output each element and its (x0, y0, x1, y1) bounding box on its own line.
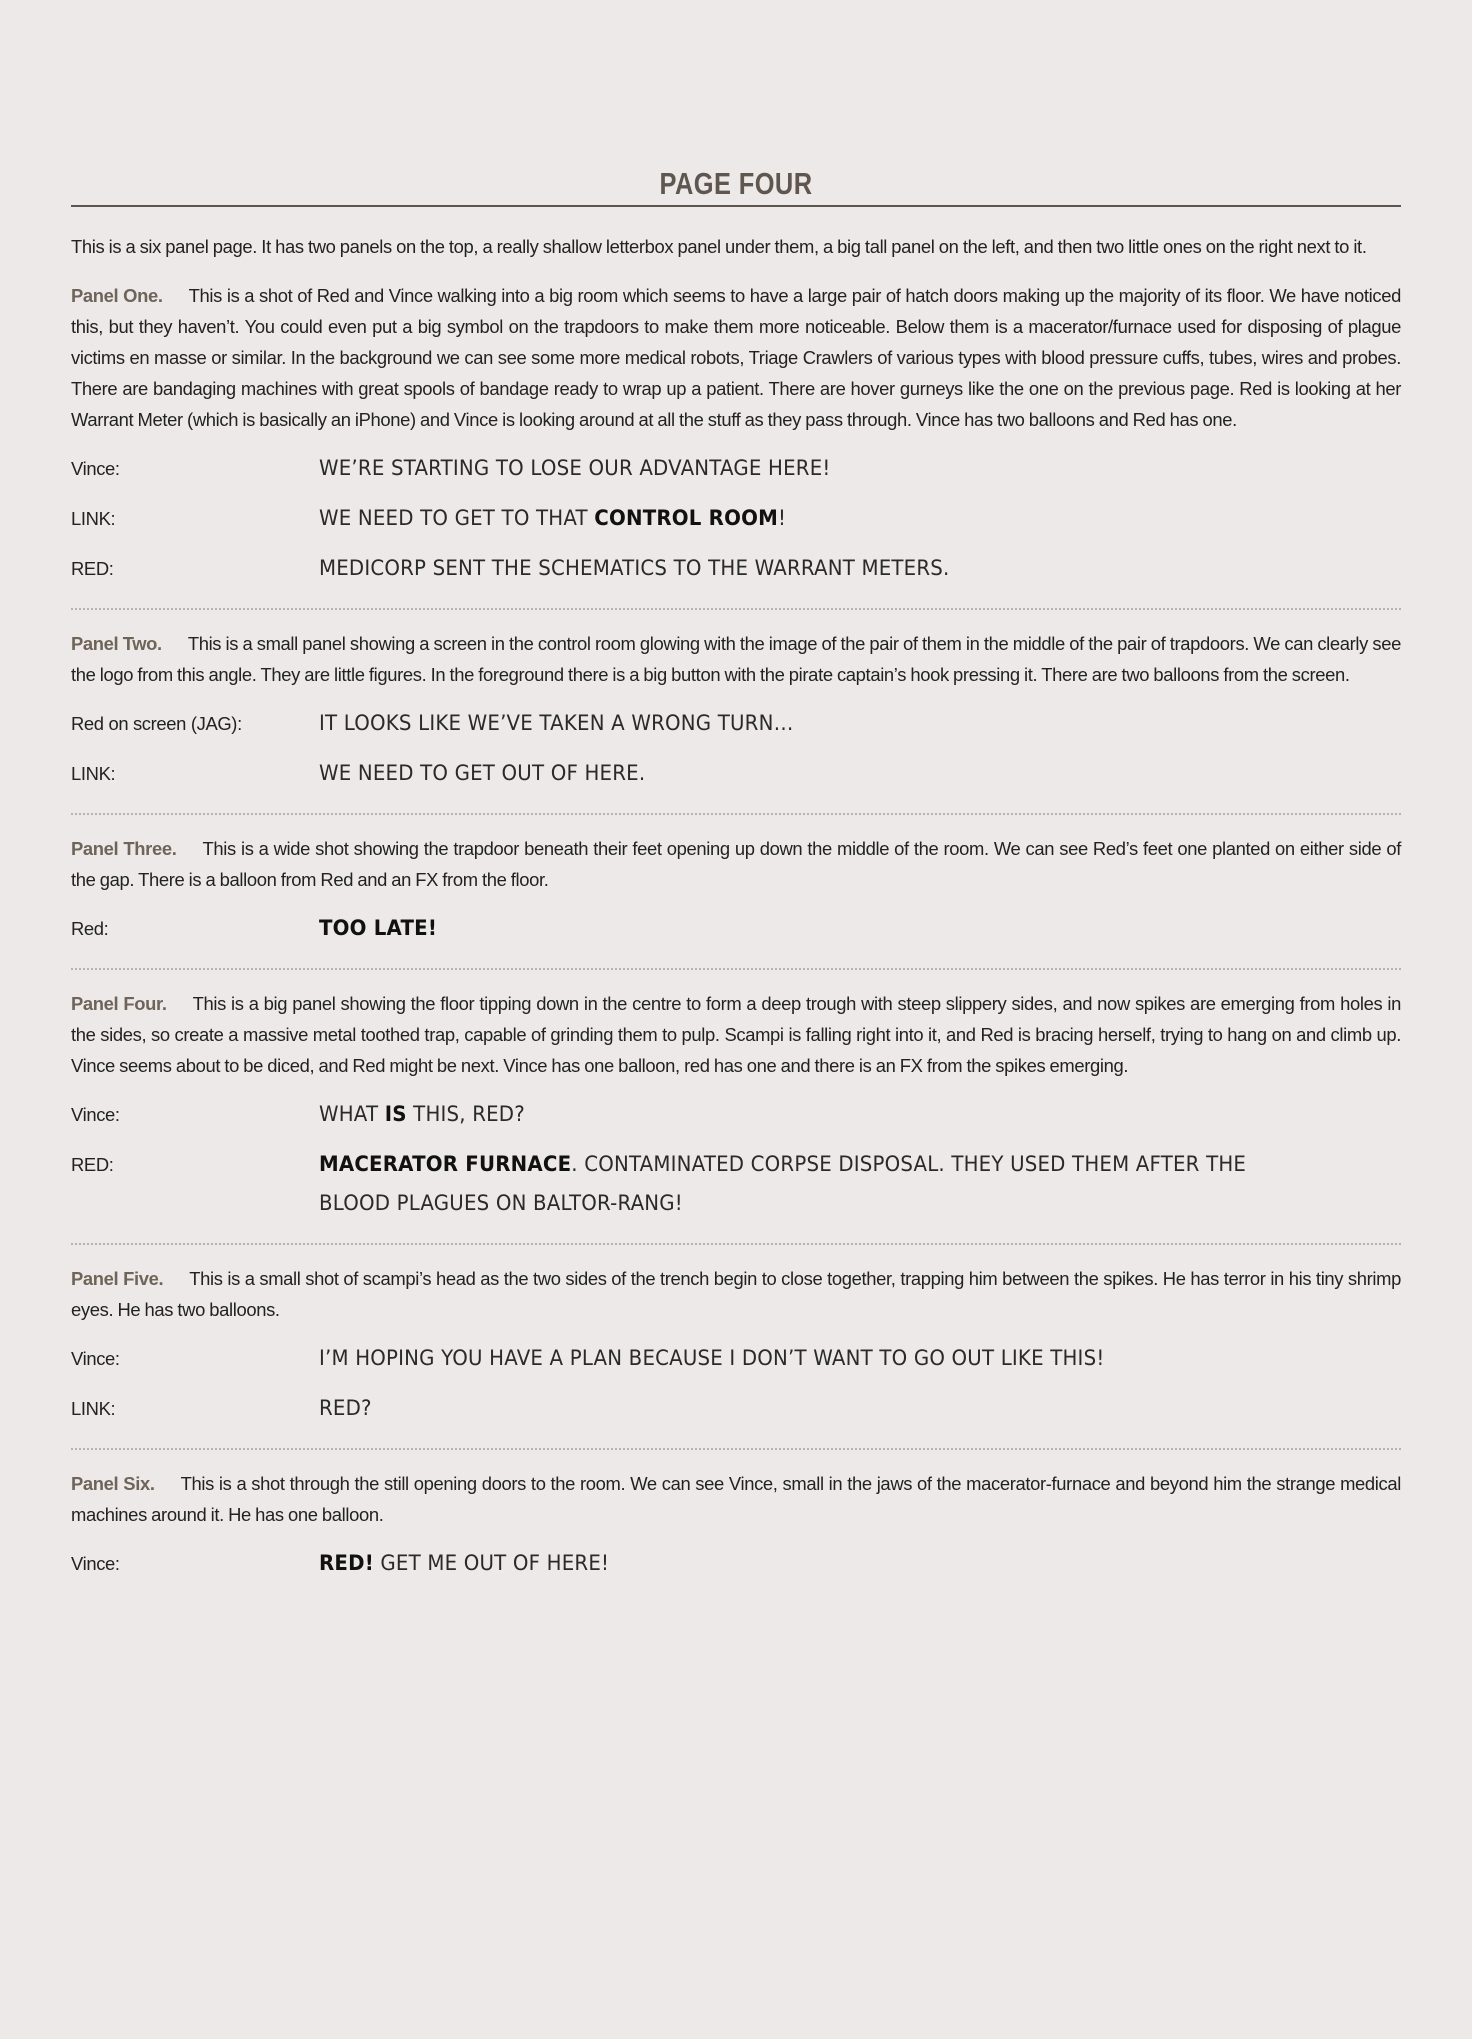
speech-part: . CONTAMINATED CORPSE DISPOSAL. THEY USED THEM AFTER THE BLOOD PLAGUES ON BALTOR-RANG! (319, 1152, 1247, 1216)
panel-description (71, 280, 1401, 435)
speech-text (319, 549, 1314, 588)
panels-container (71, 280, 1401, 1583)
dialogue-line (71, 1095, 1401, 1134)
panel-separator (71, 968, 1401, 970)
speech-part: MEDICORP SENT THE SCHEMATICS TO THE WARRANT METERS. (319, 556, 950, 581)
dialogue-line (71, 1389, 1401, 1428)
dialogue-line (71, 704, 1401, 743)
speech-part: ! (777, 506, 787, 531)
panel-description-text: This is a shot through the still opening doors to the room. We can see Vince, small in the jaws of the macerator-furnace and beyond him the strange medical machines around it. He has one balloon. (71, 1473, 1401, 1525)
speech-part: RED? (319, 1396, 372, 1421)
panel-description-text: This is a wide shot showing the trapdoor beneath their feet opening up down the middle of the room. We can see Red’s feet one planted on either side of the gap. There is a balloon from Red and an FX from the floor. (71, 838, 1401, 890)
panel-description (71, 988, 1401, 1081)
speaker-name: Red: (71, 918, 109, 939)
page-title: PAGE FOUR (659, 166, 813, 201)
speech-text (319, 1145, 1314, 1223)
speech-emphasis: MACERATOR FURNACE (319, 1152, 572, 1177)
speech-emphasis: RED! (319, 1551, 374, 1576)
panel-label: Panel Four. (71, 993, 167, 1014)
dialogue-line (71, 1544, 1401, 1583)
panel-5 (71, 1263, 1401, 1450)
speaker-name: LINK: (71, 508, 116, 529)
speaker-name: LINK: (71, 763, 116, 784)
dialogue-line (71, 754, 1401, 793)
speaker-name: Vince: (71, 1348, 120, 1369)
panel-label: Panel Two. (71, 633, 162, 654)
panel-1 (71, 280, 1401, 610)
panel-label: Panel Six. (71, 1473, 155, 1494)
panel-separator (71, 813, 1401, 815)
panel-description-text: This is a small panel showing a screen in the control room glowing with the image of the pair of them in the middle of the pair of trapdoors. We can clearly see the logo from this angle. They are little figures. In the foreground there is a big button with the pirate captain’s hook pressing it. There are two balloons from the screen. (71, 633, 1401, 685)
speech-part: WE NEED TO GET TO THAT (319, 506, 595, 531)
speech-part: WE’RE STARTING TO LOSE OUR ADVANTAGE HERE! (319, 456, 831, 481)
dialogue-block (71, 909, 1401, 948)
panel-separator (71, 608, 1401, 610)
speaker-name: LINK: (71, 1398, 116, 1419)
panel-description (71, 628, 1401, 690)
speech-text (319, 1544, 1314, 1583)
panel-separator (71, 1243, 1401, 1245)
panel-description-text: This is a big panel showing the floor tipping down in the centre to form a deep trough with steep slippery sides, and now spikes are emerging from holes in the sides, so create a massive metal toothed trap, capable of grinding them to pulp. Scampi is falling right into it, and Red is bracing herself, trying to hang on and climb up. Vince seems about to be diced, and Red might be next. Vince has one balloon, red has one and there is an FX from the spikes emerging. (71, 993, 1401, 1076)
speech-text (319, 1339, 1314, 1378)
speech-text (319, 754, 1314, 793)
dialogue-line (71, 1145, 1401, 1223)
panel-2 (71, 628, 1401, 815)
dialogue-block (71, 1339, 1401, 1428)
speech-text (319, 499, 1314, 538)
speech-emphasis: IS (384, 1102, 407, 1127)
speaker-name: Red on screen (JAG): (71, 713, 242, 734)
speech-part: IT LOOKS LIKE WE’VE TAKEN A WRONG TURN… (319, 711, 794, 736)
speaker-name: Vince: (71, 458, 120, 479)
speaker-name: RED: (71, 558, 114, 579)
speech-text (319, 1095, 1314, 1134)
speech-part: I’M HOPING YOU HAVE A PLAN BECAUSE I DON’T WANT TO GO OUT LIKE THIS! (319, 1346, 1105, 1371)
panel-6 (71, 1468, 1401, 1583)
speech-part: THIS, RED? (406, 1102, 525, 1127)
panel-description (71, 833, 1401, 895)
panel-separator (71, 1448, 1401, 1450)
dialogue-line (71, 499, 1401, 538)
panel-description-text: This is a small shot of scampi’s head as the two sides of the trench begin to close together, trapping him between the spikes. He has terror in his tiny shrimp eyes. He has two balloons. (71, 1268, 1401, 1320)
speech-part: GET ME OUT OF HERE! (373, 1551, 610, 1576)
speech-text (319, 704, 1314, 743)
dialogue-line (71, 449, 1401, 488)
dialogue-block (71, 704, 1401, 793)
speech-emphasis: CONTROL ROOM (594, 506, 778, 531)
title-rule (71, 205, 1401, 207)
speech-text (319, 1389, 1314, 1428)
panel-description-text: This is a shot of Red and Vince walking into a big room which seems to have a large pair of hatch doors making up the majority of its floor. We have noticed this, but they haven’t. You could even put a big symbol on the trapdoors to make them more noticeable. Below them is a macerator/furnace used for disposing of plague victims en masse or similar. In the background we can see some more medical robots, Triage Crawlers of various types with blood pressure cuffs, tubes, wires and probes. There are bandaging machines with great spools of bandage ready to wrap up a patient. There are hover gurneys like the one on the previous page. Red is looking at her Warrant Meter (which is basically an iPhone) and Vince is looking around at all the stuff as they pass through. Vince has two balloons and Red has one. (71, 285, 1401, 430)
dialogue-block (71, 449, 1401, 588)
panel-label: Panel Three. (71, 838, 177, 859)
dialogue-line (71, 1339, 1401, 1378)
speech-text (319, 909, 1314, 948)
speech-part: WE NEED TO GET OUT OF HERE. (319, 761, 646, 786)
panel-description (71, 1263, 1401, 1325)
dialogue-block (71, 1544, 1401, 1583)
speaker-name: Vince: (71, 1104, 120, 1125)
speech-part: WHAT (319, 1102, 385, 1127)
panel-description (71, 1468, 1401, 1530)
dialogue-line (71, 909, 1401, 948)
speech-text (319, 449, 1314, 488)
intro-paragraph: This is a six panel page. It has two panels on the top, a really shallow letterbox panel under them, a big tall panel on the left, and then two little ones on the right next to it. (71, 236, 1367, 257)
dialogue-line (71, 549, 1401, 588)
panel-3 (71, 833, 1401, 970)
dialogue-block (71, 1095, 1401, 1223)
panel-label: Panel Five. (71, 1268, 164, 1289)
speech-emphasis: TOO LATE! (319, 916, 438, 941)
speaker-name: RED: (71, 1154, 114, 1175)
panel-label: Panel One. (71, 285, 163, 306)
speaker-name: Vince: (71, 1553, 120, 1574)
panel-4 (71, 988, 1401, 1245)
